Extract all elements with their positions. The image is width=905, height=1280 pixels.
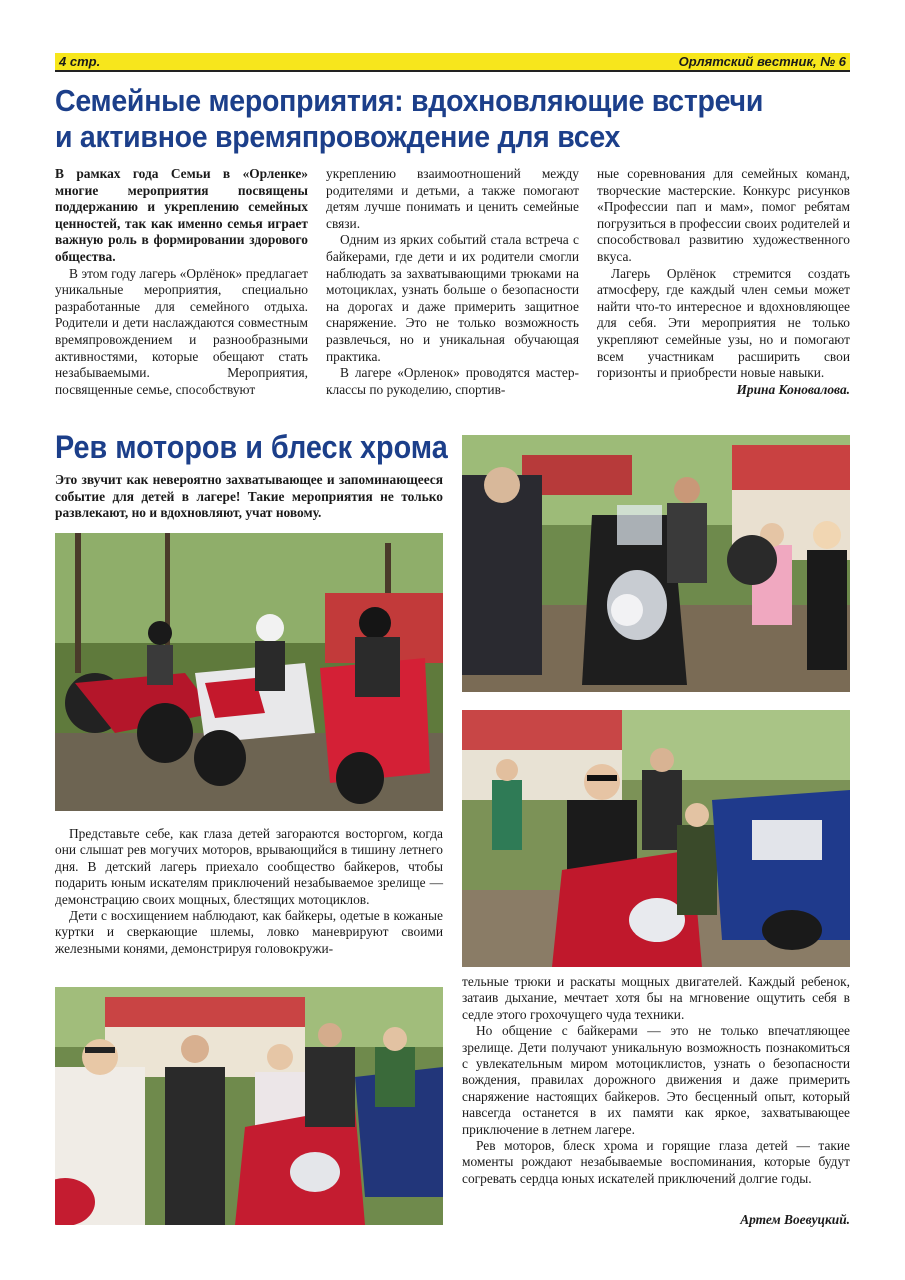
- article1-title-line1: Семейные мероприятия: вдохновляющие встречи: [55, 83, 764, 118]
- article1-title-line2: и активное времяпровождение для всех: [55, 119, 621, 154]
- photo-cruiser-with-kids: [462, 435, 850, 692]
- photo-group-bikers-kids: [55, 987, 443, 1225]
- article2-title: Рев моторов и блеск хрома: [55, 429, 448, 465]
- article1-author: Ирина Коновалова.: [736, 381, 850, 397]
- article2-lead: Это звучит как невероятно захватывающее и запоминающееся событие для детей в лагере! Такие мероприятия не только развлекают, но и вдохновляют, учат новому.: [55, 472, 443, 521]
- page-number: 4 стр.: [59, 54, 101, 69]
- article1-paragraph: В лагере «Орленок» проводятся мастер-классы по рукоделию, спортив-: [326, 365, 579, 397]
- article2-paragraph: Рев моторов, блеск хрома и горящие глаза детей — такие моменты рождают незабываемые воспоминания, которые будут согревать сердца юных искателей приключений долгие годы.: [462, 1138, 850, 1186]
- article1-paragraph: укреплению взаимоотношений между родителями и детьми, а также помогают детям лучше понимать и ценить семейные связи.: [326, 166, 579, 231]
- article1-paragraph: В этом году лагерь «Орлёнок» предлагает уникальные мероприятия, специально разработанные для семейного отдыха. Родители и дети наслаждаются совместным времяпровождением и разнообразными активностями, которые обещают стать незабываемыми. Мероприятия, посвященные семье, способствуют: [55, 265, 308, 397]
- article1-paragraph: Лагерь Орлёнок стремится создать атмосферу, где каждый член семьи может найти что-то интересное и вдохновляющее для себя. Эти мероприятия не только укрепляют семейные узы, но и помогают всем участникам расширить свои горизонты и приобрести новые навыки.: [597, 265, 850, 381]
- article1-lead: В рамках года Семьи в «Орленке» многие мероприятия посвящены поддержанию и укреплению семейных ценностей, так как именно семья играет важную роль в формировании здорового общества.: [55, 166, 308, 264]
- article1-column-3: [597, 166, 850, 398]
- article2-paragraph: Представьте себе, как глаза детей загораются восторгом, когда они слышат рев могучих моторов, врывающийся в тишину летнего дня. В детский лагерь приехало сообщество байкеров, чтобы подарить юным искателям приключений незабываемое зрелище — демонстрацию своих мощных, блестящих мотоциклов.: [55, 826, 443, 907]
- article2-paragraph: Но общение с байкерами — это не только впечатляющее зрелище. Дети получают уникальную возможность познакомиться с увлекательным миром мотоциклистов, узнать о безопасности вождения, правилах дорожного движения и даже примерить снаряжение настоящих байкеров. Это бесценный опыт, который навсегда останется в их памяти как яркое, захватывающее приключение в летнем лагере.: [462, 1023, 850, 1137]
- page-header-bar: [55, 53, 850, 72]
- article1-column-1: [55, 166, 308, 398]
- article2-paragraph: Дети с восхищением наблюдают, как байкеры, одетые в кожаные куртки и сверкающие шлемы, ловко маневрируют своими железными конями, демонстрируя головокружи-: [55, 908, 443, 956]
- article1-paragraph: ные соревнования для семейных команд, творческие мастерские. Конкурс рисунков «Профессии пап и мам», помог ребятам погрузиться в профессии своих родителей и способствовал развитию художественного вкуса.: [597, 166, 850, 264]
- article1-paragraph: Одним из ярких событий стала встреча с байкерами, где дети и их родители смогли наблюдать за захватывающими трюками на мотоциклах, узнать больше о безопасности на дорогах и даже примерить защитное снаряжение. Это не только возможность развлечься, но и уникальная обучающая практика.: [326, 232, 579, 364]
- article1-column-2: [326, 166, 579, 398]
- photo-bikers-sportbikes: [55, 533, 443, 811]
- article1-title: [55, 83, 791, 155]
- newspaper-name: Орлятский вестник, № 6: [678, 54, 846, 69]
- article2-text-right: [462, 974, 850, 1187]
- article2-author: Артем Воевуцкий.: [740, 1212, 850, 1227]
- article2-paragraph: тельные трюки и раскаты мощных двигателей. Каждый ребенок, затаив дыхание, мечтает хотя бы на мгновение ощутить себя в седле этого грохочущего чуда техники.: [462, 974, 850, 1022]
- article2-text-left: [55, 826, 443, 957]
- photo-boy-on-motorcycle: [462, 710, 850, 967]
